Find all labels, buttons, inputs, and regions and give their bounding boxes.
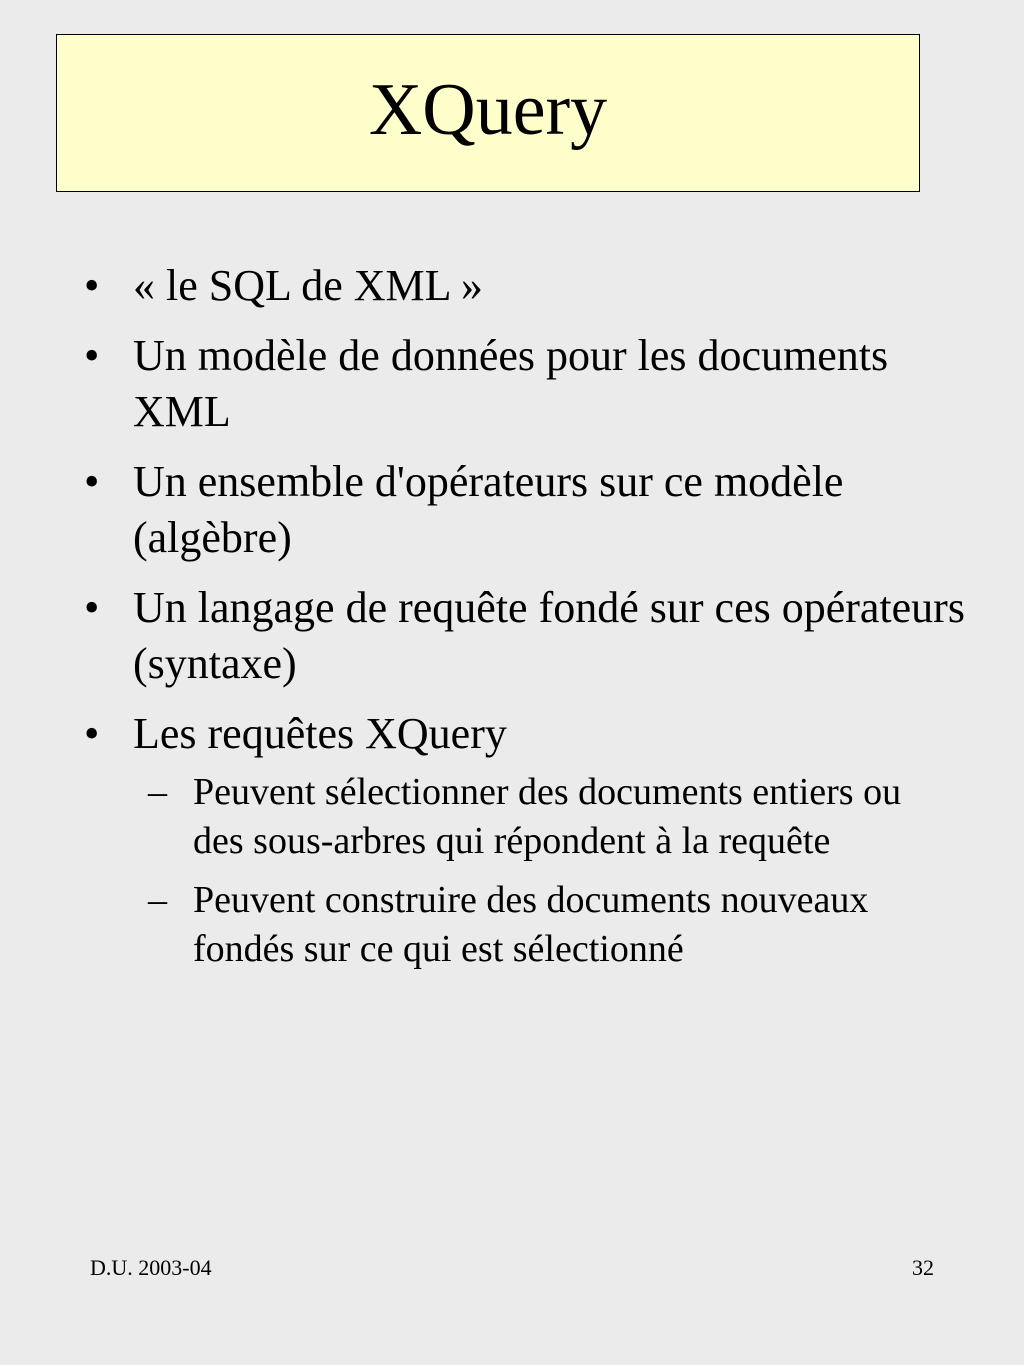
page-number: 32 [912, 1255, 934, 1280]
slide-title: XQuery [368, 69, 608, 151]
bullet-marker: • [84, 457, 100, 506]
bullet-text: Les requêtes XQuery [133, 709, 507, 758]
bullet-item [0, 258, 1024, 314]
footer-course-label: D.U. 2003-04 [90, 1255, 212, 1280]
bullet-item [0, 328, 1024, 440]
title-box [56, 34, 920, 192]
sub-bullet-item [0, 768, 984, 866]
bullet-marker: • [84, 583, 100, 632]
bullet-list [0, 258, 1024, 988]
bullet-text: Un ensemble d'opérateurs sur ce modèle (algèbre) [133, 457, 844, 562]
sub-bullet-marker: – [148, 879, 167, 921]
sub-bullet-item [0, 876, 984, 974]
bullet-marker: • [84, 261, 100, 310]
bullet-text: Un langage de requête fondé sur ces opérateurs (syntaxe) [133, 583, 965, 688]
bullet-text: Un modèle de données pour les documents XML [133, 331, 889, 436]
bullet-marker: • [84, 331, 100, 380]
bullet-item [0, 580, 1024, 692]
bullet-item [0, 706, 1024, 974]
sub-bullet-marker: – [148, 771, 167, 813]
sub-bullet-text: Peuvent construire des documents nouveaux fondés sur ce qui est sélectionné [193, 879, 869, 970]
bullet-text: « le SQL de XML » [133, 261, 483, 310]
bullet-item [0, 454, 1024, 566]
bullet-marker: • [84, 709, 100, 758]
sub-bullet-list [133, 768, 984, 974]
sub-bullet-text: Peuvent sélectionner des documents entiers ou des sous-arbres qui répondent à la requête [193, 771, 902, 862]
